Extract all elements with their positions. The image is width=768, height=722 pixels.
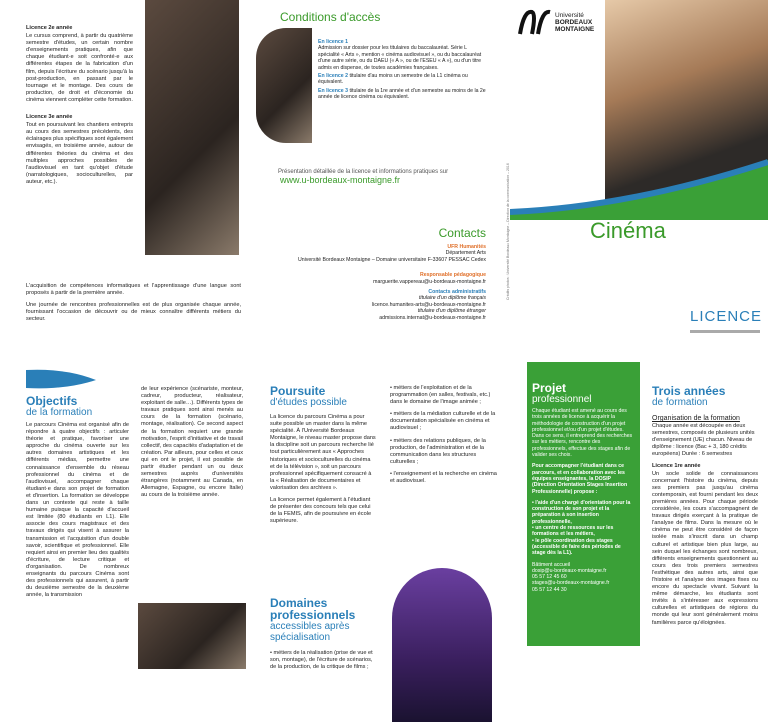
- students-photo-2: [138, 603, 246, 669]
- l1-text: Admission sur dossier pour les titulaires du baccalauréat. Série L spécialité « Arts », mention « cinéma audiovisuel », ou du baccalauréat d'une autre série, ou du DAEU (« A », ou de l'ESEU « A »), ou d'un titre admis en dispense, de toutes académies françaises.: [318, 45, 482, 71]
- conditions-title: Conditions d'accès: [280, 10, 381, 24]
- domaines-title2: professionnels: [270, 608, 356, 622]
- admin-note1: titulaire d'un diplôme français: [418, 295, 486, 302]
- cover: [510, 0, 768, 340]
- ufr-label: UFR Humanités: [447, 244, 486, 250]
- l2-text: titulaire d'au moins un semestre de la L1 cinéma ou équivalent.: [318, 73, 468, 86]
- projet-panel: [527, 362, 640, 646]
- org-title: Organisation de la formation: [652, 415, 740, 422]
- licence2-title: Licence 2e année: [26, 25, 73, 31]
- metiers-list: [390, 385, 498, 490]
- logo-line3: MONTAIGNE: [555, 25, 595, 33]
- l1-label: En licence 1: [318, 39, 348, 45]
- domaines-item1: • métiers de la réalisation (prise de vue et son, montage), de l'écriture de scénarios, de la production, de la critique de films ;: [270, 650, 373, 671]
- cover-title: Cinéma: [590, 218, 666, 243]
- admin-note2: titulaire d'un diplôme étranger: [417, 308, 486, 315]
- admin-email1[interactable]: licence.humanites-arts@u-bordeaux-montaigne.fr: [372, 301, 486, 308]
- poursuite-text-1: La licence du parcours Cinéma a pour suite possible un master dans la même spécialité. À l'Université Bordeaux Montaigne, le niveau master propose dans la discipline soit un parcours recherche lié tout particulièrement aux « Approches historiques et socioculturelles du cinéma et de la télévision », soit un parcours professionnel spécifiquement consacré à la « Réalisation de documentaires et valorisation des archives ».: [270, 414, 376, 491]
- metier-item-1: • métiers de l'exploitation et de la programmation (en salles, festivals, etc.) dans le domaine de l'image animée ;: [390, 385, 491, 406]
- trois-annees-heading: [652, 385, 725, 408]
- projet-phone-1: 05 57 12 45 60: [532, 574, 567, 581]
- projet-email-2[interactable]: stages@u-bordeaux-montaigne.fr: [532, 580, 610, 587]
- presentation-text: Présentation détaillée de la licence et informations pratiques sur: [278, 169, 449, 175]
- projet-title2: professionnel: [532, 394, 592, 405]
- competences-text: L'acquisition de compétences informatiques et l'apprentissage d'une langue sont proposés à partir de la première année.: [26, 283, 241, 297]
- l1-text: Un socle solide de connaissances concernant l'histoire du cinéma, depuis ses premiers pas jusqu'au cinéma contemporain, est fourni pendant les deux premières années. Pour chaque période considérée, les cours s'accompagnent de travaux dirigés exerçant à la pratique de l'analyse de films. Dans la mesure où le cinéma ne peut être considéré de façon isolée mais s'inscrit dans un champ culturel et artistique bien plus large, au sein duquel les échanges sont nombreux, différents enseignements questionnent au cours des trois premiers semestres l'esthétique des autres arts, ainsi que l'histoire et l'analyse des images fixes ou encore du spectacle vivant. Suivant la même démarche, les étudiants sont invités à s'intéresser aux expressions culturelles et artistiques de régions du monde qui leur sont généralement moins familières parce qu'éloignées.: [652, 470, 758, 626]
- l1-title: Licence 1re année: [652, 463, 701, 470]
- org-text: Chaque année est découpée en deux semestres, composés de plusieurs unités d'enseignement (UE) chacun. Niveau de diplôme : licence (Bac + 3, 180 crédits européens) Durée : 6 semestres: [652, 423, 755, 458]
- domaines-title4: spécialisation: [270, 632, 331, 643]
- projet-text-4: • un centre de ressources sur les formations et les métiers,: [532, 525, 614, 538]
- domaines-title1: Domaines: [270, 596, 328, 610]
- objectifs-banner: [26, 368, 96, 390]
- resp-email[interactable]: marguerite.vappereau@u-bordeaux-montaigne.fr: [373, 278, 486, 285]
- poursuite-title1: Poursuite: [270, 384, 326, 398]
- admin-email2[interactable]: admissions.internat@u-bordeaux-montaigne.fr: [379, 314, 486, 321]
- poursuite-heading: [270, 385, 347, 408]
- projet-text-5: • le pôle coordination des stages (accessible de faire des périodes de stage dès la L1).: [532, 537, 621, 557]
- licence2-text: Le cursus comprend, à partir du quatrième semestre d'études, un certain nombre d'enseignements pratiques, afin que chaque étudiant·e soit confronté·e aux différentes étapes de la fabrication d'un film, depuis l'écriture du scénario jusqu'à la post-production, en passant par le tournage et le montage. Des cours de production, de droit et d'économie du cinéma viennent compléter cette formation.: [26, 33, 133, 103]
- objectifs-title1: Objectifs: [26, 394, 78, 408]
- licence3-text: Tout en poursuivant les chantiers entrepris au cours des semestres précédents, des éclairages plus spécifiques sont également envisagés, en troisième année, autour de différentes théories du cinéma et des multiples approches possibles de l'audiovisuel en tant qu'objet d'étude (narratologiques, socioculturelles, par auteur, etc.).: [26, 122, 133, 185]
- trois-annees-body: [652, 414, 758, 632]
- dept-label: Département Arts: [445, 250, 486, 257]
- l3-label: En licence 3: [318, 87, 348, 94]
- projet-contact-label: Bâtiment accueil: [532, 561, 571, 568]
- metier-item-3: • métiers des relations publiques, de la production, de l'administration et de la communication dans les structures culturelles ;: [390, 437, 486, 465]
- metier-item-4: • l'enseignement et la recherche en cinéma et audiovisuel.: [390, 470, 497, 485]
- projet-text-3: • l'aide d'un chargé d'orientation pour la construction de son projet et la préparation à son insertion professionnelle,: [532, 499, 631, 525]
- trois-annees-title2: de formation: [652, 397, 708, 408]
- address-label: Université Bordeaux Montaigne – Domaine universitaire F-33607 PESSAC Cedex: [298, 256, 486, 263]
- cover-licence: LICENCE: [690, 308, 763, 325]
- projet-text-1: Chaque étudiant est amené au cours des trois années de licence à acquérir la méthodologie de construction d'un projet professionnel et/ou d'un projet d'études. Dans ce sens, il entreprend des recherches sur les métiers, rencontre des professionnels, effectue des stages afin de valider ses choix.: [532, 408, 633, 459]
- domaines-heading: [270, 597, 355, 643]
- metier-item-2: • métiers de la médiation culturelle et de la documentation spécialisée en cinéma et audiovisuel ;: [390, 411, 496, 432]
- objectifs-title2: de la formation: [26, 407, 93, 418]
- contacts-block: [290, 244, 486, 321]
- l2-label: En licence 2: [318, 73, 348, 80]
- cover-swoosh: [510, 150, 768, 220]
- poursuite-text-2: La licence permet également à l'étudiant de présenter des concours tels que celui de la FEMIS, afin de poursuivre en école supérieure.: [270, 497, 372, 525]
- students-photo-1: [145, 0, 239, 255]
- licence2-section: [26, 25, 133, 191]
- projet-email-1[interactable]: dosip@u-bordeaux-montaigne.fr: [532, 567, 607, 574]
- admin-title: Contacts administratifs: [428, 289, 486, 296]
- logo-line2: BORDEAUX: [555, 18, 593, 26]
- poursuite-text: [270, 414, 376, 530]
- objectifs-col2: de leur expérience (scénariste, monteur, cadreur, producteur, réalisateur, exploitant de salle…). Différents types de travaux pratiques sont ainsi menés au cours de la formation (scénario, montage, réalisation). Ce second aspect de la formation requiert une grande motivation, l'esprit d'initiative et de travail collectif, des capacités d'adaptation et de création. Par ailleurs, pour celles et ceux qui en ont le projet, il est possible de partir étudier pendant un ou deux semestres auprès d'universités étrangères (notamment au Canada, en Allemagne, Espagne, ou encore Italie) au cours de la troisième année.: [141, 386, 243, 499]
- trois-annees-title1: Trois années: [652, 384, 726, 398]
- projet-phone-2: 05 57 12 44 30: [532, 586, 567, 593]
- contacts-title: Contacts: [438, 226, 486, 240]
- logo-mark-icon: [518, 8, 552, 36]
- domaines-title3: accessibles après: [270, 621, 350, 632]
- top-left-bottom-text: [26, 283, 241, 328]
- presentation-block: [278, 168, 448, 184]
- resp-title: Responsable pédagogique: [419, 272, 486, 279]
- objectifs-col1: Le parcours Cinéma est organisé afin de répondre à quatre objectifs : articuler théorie et pratique, favoriser une approche du cinéma ouverte sur les autres domaines artistiques et les différents médias, permettre une connaissance d'ensemble du réseau professionnel du cinéma et de l'audiovisuel, accompagner chaque étudiant·e dans son projet de formation et d'insertion. La formation se développe dans un contexte qui reste à taille humaine puisque la capacité d'accueil est limitée (80 étudiants en L1). Elle associe des cours magistraux et des travaux dirigés qui visent à assurer la transmission et l'acquisition d'un double savoir, scientifique et professionnel. Elle requiert ainsi en premier lieu des qualités d'écriture, de lecture critique et d'organisation. De nombreux enseignants du parcours Cinéma sont des professionnels qui assurent, à partir du deuxième semestre de la deuxième année, la transmission: [26, 422, 129, 599]
- l3-text: titulaire de la 1re année et d'un semestre au moins de la 2e année de licence cinéma ou équivalent.: [318, 87, 486, 101]
- projet-title1: Projet: [532, 381, 567, 395]
- website-link[interactable]: www.u-bordeaux-montaigne.fr: [280, 175, 401, 185]
- projet-text-2: Pour accompagner l'étudiant dans ce parcours, et en collaboration avec les équipes enseignantes, la DOSIP (Direction Orientation Stages Insertion Professionnelle) propose :: [532, 463, 628, 495]
- camera-operator-photo: [256, 28, 312, 143]
- licence3-title: Licence 3e année: [26, 114, 73, 121]
- university-logo: [518, 8, 594, 36]
- cinema-audience-photo: [392, 568, 492, 722]
- cover-rule: [690, 330, 760, 333]
- rencontres-text: Une journée de rencontres professionnelles est de plus organisée chaque année, fournissant l'occasion de découvrir ou de mieux connaître différents métiers du secteur.: [26, 302, 241, 323]
- poursuite-title2: d'études possible: [270, 397, 347, 408]
- objectifs-heading: [26, 395, 92, 418]
- logo-line1: Université: [555, 11, 584, 19]
- conditions-list: [318, 39, 488, 101]
